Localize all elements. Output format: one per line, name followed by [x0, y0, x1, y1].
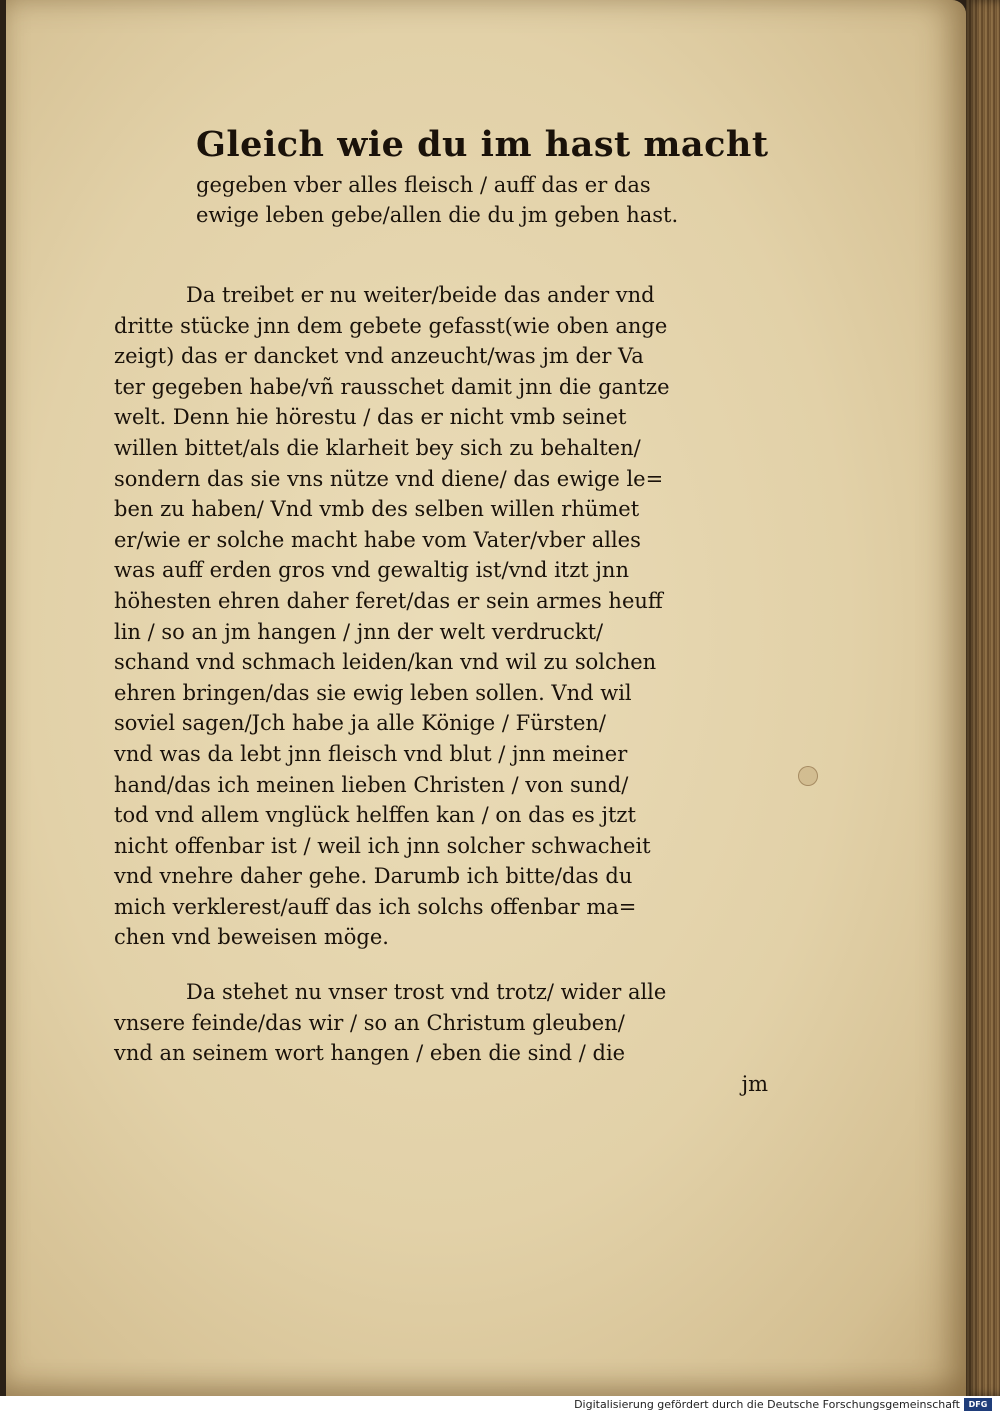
- text-line: welt. Denn hie hörestu / das er nicht vmb seinet: [114, 405, 627, 430]
- page-heading: Gleich wie du im hast macht: [196, 124, 769, 165]
- text-line: ben zu haben/ Vnd vmb des selben willen rhümet: [114, 497, 640, 522]
- text-line: nicht offenbar ist / weil ich jnn solcher schwacheit: [114, 833, 651, 858]
- footer-credit: Digitalisierung gefördert durch die Deutsche Forschungsgemeinschaft: [574, 1398, 960, 1411]
- text-line: vnd vnehre daher gehe. Darumb ich bitte/das du: [114, 864, 633, 889]
- text-line: schand vnd schmach leiden/kan vnd wil zu solchen: [114, 650, 657, 675]
- paper-hole: [798, 766, 818, 786]
- text-line: Da treibet er nu weiter/beide das ander vnd: [186, 283, 655, 307]
- text-line: zeigt) das er dancket vnd anzeucht/was jm der Va: [114, 344, 644, 369]
- text-line: mich verklerest/auff das ich solchs offenbar ma=: [114, 894, 637, 919]
- page-stack-edge: [966, 0, 1000, 1396]
- text-line: lin / so an jm hangen / jnn der welt verdruckt/: [114, 619, 604, 644]
- text-line: Da stehet nu vnser trost vnd trotz/ wider alle: [186, 980, 667, 1005]
- paragraph-2: [114, 977, 782, 1099]
- text-line: soviel sagen/Jch habe ja alle Könige / Fürsten/: [114, 711, 607, 736]
- text-line: dritte stücke jnn dem gebete gefasst(wie oben ange: [114, 313, 668, 338]
- text-line: höhesten ehren daher feret/das er sein armes heuff: [114, 588, 663, 613]
- dfg-logo: DFG: [964, 1398, 992, 1411]
- text-line: hand/das ich meinen lieben Christen / von sund/: [114, 772, 629, 797]
- text-line: vnd was da lebt jnn fleisch vnd blut / jnn meiner: [114, 741, 628, 766]
- text-line: willen bittet/als die klarheit bey sich zu behalten/: [114, 435, 641, 460]
- text-line: sondern das sie vns nütze vnd diene/ das ewige le=: [114, 466, 664, 491]
- page-text: [114, 120, 782, 1099]
- text-line: ehren bringen/das sie ewig leben sollen. Vnd wil: [114, 680, 632, 705]
- text-line: chen vnd beweisen möge.: [114, 925, 389, 950]
- text-line: tod vnd allem vnglück helffen kan / on das es jtzt: [114, 803, 636, 828]
- heading-line-2: ewige leben gebe/allen die du jm geben hast.: [196, 203, 679, 227]
- text-line: vnsere feinde/das wir / so an Christum gleuben/: [114, 1010, 625, 1035]
- text-line: er/wie er solche macht habe vom Vater/vber alles: [114, 527, 641, 552]
- heading-line-1: gegeben vber alles fleisch / auff das er das: [196, 173, 651, 197]
- text-line: ter gegeben habe/vñ rausschet damit jnn die gantze: [114, 374, 670, 399]
- book-page: [6, 0, 966, 1396]
- paragraph-1: [114, 280, 782, 953]
- catchword: jm: [741, 1071, 768, 1096]
- text-line: vnd an seinem wort hangen / eben die sind / die: [114, 1041, 626, 1066]
- text-line: was auff erden gros vnd gewaltig ist/vnd itzt jnn: [114, 558, 629, 583]
